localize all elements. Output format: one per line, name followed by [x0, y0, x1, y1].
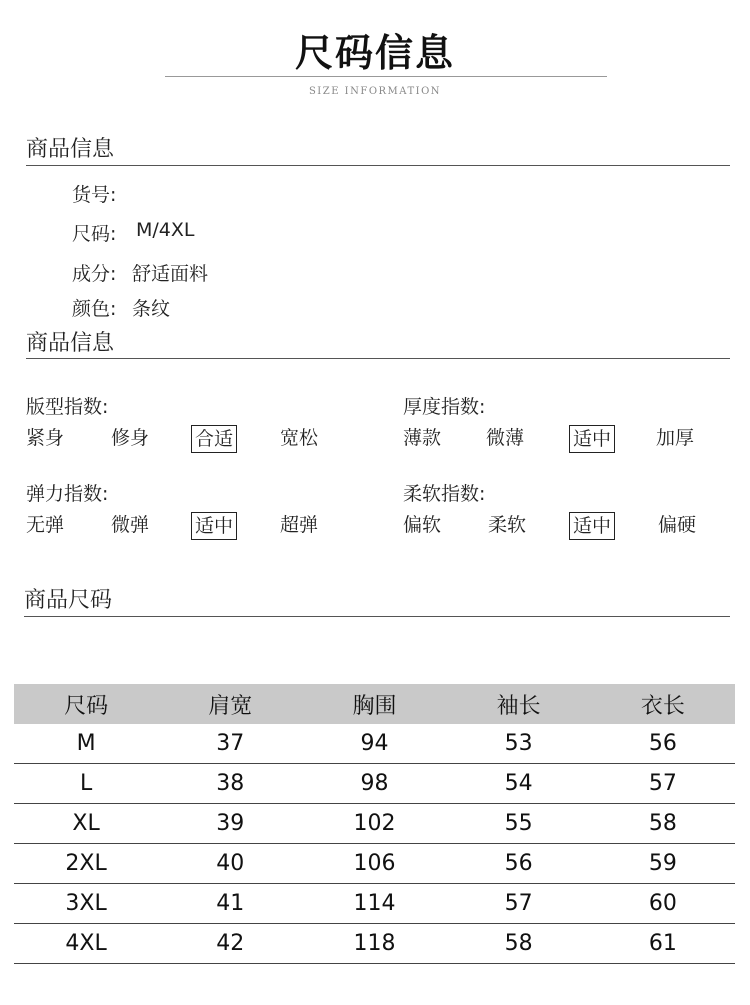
table-cell: 2XL: [14, 844, 158, 884]
thickness-option-slightly-thin: 微薄: [486, 427, 525, 449]
table-row: [14, 884, 735, 924]
product-info-heading: 商品信息: [26, 137, 115, 162]
size-table-header-row: [14, 684, 735, 724]
material-label: 成分:: [72, 263, 117, 285]
table-cell: 41: [158, 884, 302, 924]
softness-option-slightly-hard: 偏硬: [658, 514, 697, 536]
table-cell: 59: [591, 844, 735, 884]
table-row: [14, 924, 735, 964]
table-cell: 55: [447, 804, 591, 844]
header-size: 尺码: [14, 684, 158, 724]
table-cell: 58: [447, 924, 591, 964]
page-subtitle: SIZE INFORMATION: [308, 86, 442, 97]
indices-heading: 商品信息: [26, 331, 115, 356]
table-cell: 114: [302, 884, 446, 924]
fit-option-tight: 紧身: [26, 427, 65, 449]
table-cell: 39: [158, 804, 302, 844]
table-cell: 40: [158, 844, 302, 884]
table-cell: 61: [591, 924, 735, 964]
fit-option-regular-selected: 合适: [191, 425, 237, 453]
table-cell: 58: [591, 804, 735, 844]
fit-option-slim: 修身: [111, 427, 150, 449]
softness-index-label: 柔软指数:: [403, 483, 486, 505]
elasticity-option-super: 超弹: [280, 514, 319, 536]
color-value: 条纹: [132, 298, 171, 320]
table-row: [14, 764, 735, 804]
table-cell: 98: [302, 764, 446, 804]
header-sleeve: 袖长: [447, 684, 591, 724]
table-row: [14, 844, 735, 884]
table-row: [14, 724, 735, 764]
table-cell: M: [14, 724, 158, 764]
elasticity-option-none: 无弹: [26, 514, 65, 536]
table-cell: 53: [447, 724, 591, 764]
table-cell: 38: [158, 764, 302, 804]
table-cell: 54: [447, 764, 591, 804]
thickness-option-medium-selected: 适中: [569, 425, 615, 453]
table-cell: 57: [447, 884, 591, 924]
table-cell: 42: [158, 924, 302, 964]
table-cell: 56: [447, 844, 591, 884]
elasticity-option-slight: 微弹: [111, 514, 150, 536]
table-row: [14, 804, 735, 844]
header-shoulder: 肩宽: [158, 684, 302, 724]
thickness-option-thin: 薄款: [403, 427, 442, 449]
page-title: 尺码信息: [294, 31, 455, 75]
table-cell: 4XL: [14, 924, 158, 964]
size-label: 尺码:: [72, 223, 117, 245]
size-value: M/4XL: [136, 219, 195, 241]
table-cell: L: [14, 764, 158, 804]
table-cell: 118: [302, 924, 446, 964]
table-cell: 106: [302, 844, 446, 884]
header-length: 衣长: [591, 684, 735, 724]
product-info-divider: [26, 165, 730, 166]
fit-index-label: 版型指数:: [26, 396, 109, 418]
thickness-index-label: 厚度指数:: [403, 396, 486, 418]
table-cell: 3XL: [14, 884, 158, 924]
elasticity-index-label: 弹力指数:: [26, 483, 109, 505]
thickness-option-thick: 加厚: [656, 427, 695, 449]
table-cell: 60: [591, 884, 735, 924]
table-cell: 56: [591, 724, 735, 764]
elasticity-option-medium-selected: 适中: [191, 512, 237, 540]
table-cell: 37: [158, 724, 302, 764]
header-chest: 胸围: [302, 684, 446, 724]
size-chart-heading: 商品尺码: [24, 588, 113, 613]
table-cell: XL: [14, 804, 158, 844]
table-cell: 94: [302, 724, 446, 764]
item-number-label: 货号:: [72, 184, 117, 206]
material-value: 舒适面料: [132, 263, 209, 285]
table-cell: 102: [302, 804, 446, 844]
title-divider: [165, 76, 607, 77]
indices-divider: [26, 358, 730, 359]
color-label: 颜色:: [72, 298, 117, 320]
softness-option-soft: 柔软: [488, 514, 527, 536]
softness-option-slightly-soft: 偏软: [403, 514, 442, 536]
fit-option-loose: 宽松: [280, 427, 319, 449]
size-table: [14, 684, 735, 964]
softness-option-medium-selected: 适中: [569, 512, 615, 540]
size-chart-divider: [24, 616, 730, 617]
table-cell: 57: [591, 764, 735, 804]
